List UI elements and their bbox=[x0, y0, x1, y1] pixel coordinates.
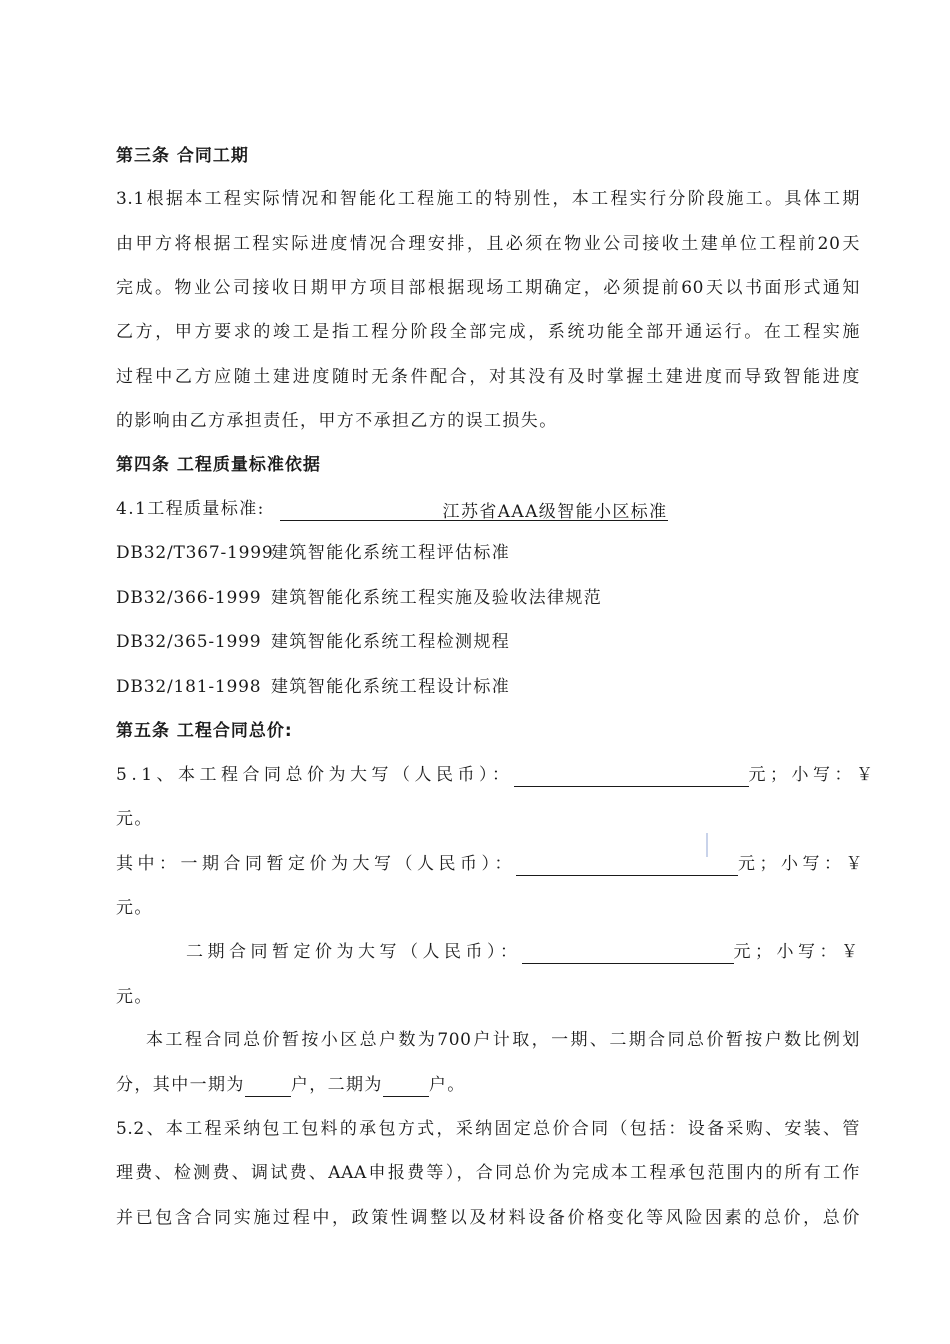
standard-name: 建筑智能化系统工程实施及验收法律规范 bbox=[271, 588, 603, 608]
phase2-households-blank[interactable] bbox=[383, 1076, 429, 1097]
s52-line-2: 理费、检测费、调试费、AAA申报费等），合同总价为完成本工程承包范围内的所有工作 bbox=[116, 1163, 860, 1183]
article3-line-3: 完成。物业公司接收日期甲方项目部根据现场工期确定，必须提前60天以书面形式通知 bbox=[116, 278, 860, 298]
standard-row bbox=[116, 541, 860, 565]
standard-row bbox=[116, 630, 860, 654]
yuan-text: 元。 bbox=[116, 987, 153, 1007]
phase2-price-row bbox=[186, 940, 863, 964]
yuan-small-label: 元；小写：￥ bbox=[738, 854, 867, 874]
yuan-small-label: 元；小写：￥ bbox=[733, 942, 863, 962]
standard-row bbox=[116, 675, 860, 699]
s52-line-1: 5.2、本工程采纳包工包料的承包方式，采纳固定总价合同（包括：设备采购、安装、管 bbox=[116, 1119, 860, 1139]
phase1-price-label: 其中：一期合同暂定价为大写（人民币）： bbox=[116, 852, 738, 876]
standard-code: DB32/T367-1999 bbox=[116, 543, 274, 563]
households-line-1: 本工程合同总价暂按小区总户数为700户计取，一期、二期合同总价暂按户数比例划 bbox=[146, 1030, 860, 1050]
phase2-price-blank[interactable] bbox=[522, 943, 734, 964]
standard-code: DB32/181-1998 bbox=[116, 677, 262, 697]
article3-line-5: 过程中乙方应随土建进度随时无条件配合，对其没有及时掌握土建进度而导致智能进度 bbox=[116, 367, 860, 387]
yuan-small-label: 元；小写：￥ bbox=[748, 765, 878, 785]
phase1-price-row bbox=[116, 852, 867, 876]
total-price-label: 5.1、本工程合同总价为大写（人民币）： bbox=[116, 763, 749, 787]
quality-standard-value: 江苏省AAA级智能小区标准 bbox=[280, 500, 668, 521]
phase1-households-blank[interactable] bbox=[245, 1076, 291, 1097]
article3-line-1: 3.1根据本工程实际情况和智能化工程施工的特别性，本工程实行分阶段施工。具体工期 bbox=[116, 189, 860, 209]
article5-title: 第五条 工程合同总价: bbox=[116, 721, 293, 741]
article3-line-4: 乙方，甲方要求的竣工是指工程分阶段全部完成，系统功能全部开通运行。在工程实施 bbox=[116, 322, 860, 342]
standard-code: DB32/365-1999 bbox=[116, 632, 262, 652]
quality-standard-label: 4.1工程质量标准: bbox=[116, 499, 265, 519]
quality-standard-row bbox=[116, 497, 860, 521]
standard-name: 建筑智能化系统工程评估标准 bbox=[271, 543, 511, 563]
total-price-blank[interactable] bbox=[514, 766, 749, 787]
yuan-text: 元。 bbox=[116, 898, 153, 918]
standard-code: DB32/366-1999 bbox=[116, 588, 262, 608]
standard-name: 建筑智能化系统工程设计标准 bbox=[271, 677, 511, 697]
standard-row bbox=[116, 586, 860, 610]
yuan-text: 元。 bbox=[116, 809, 153, 829]
article3-line-2: 由甲方将根据工程实际进度情况合理安排，且必须在物业公司接收土建单位工程前20天 bbox=[116, 234, 860, 254]
total-price-row bbox=[116, 763, 878, 787]
article3-title: 第三条 合同工期 bbox=[116, 146, 249, 166]
standard-name: 建筑智能化系统工程检测规程 bbox=[271, 632, 511, 652]
phase2-price-label: 二期合同暂定价为大写（人民币）： bbox=[186, 940, 734, 964]
households-line-2: 分，其中一期为 户，二期为 户。 bbox=[116, 1075, 466, 1095]
article4-title: 第四条 工程质量标准依据 bbox=[116, 455, 321, 475]
article3-line-6: 的影响由乙方承担责任，甲方不承担乙方的误工损失。 bbox=[116, 411, 558, 431]
phase1-price-blank[interactable] bbox=[516, 855, 738, 876]
s52-line-3: 并已包含合同实施过程中，政策性调整以及材料设备价格变化等风险因素的总价，总价 bbox=[116, 1208, 860, 1228]
